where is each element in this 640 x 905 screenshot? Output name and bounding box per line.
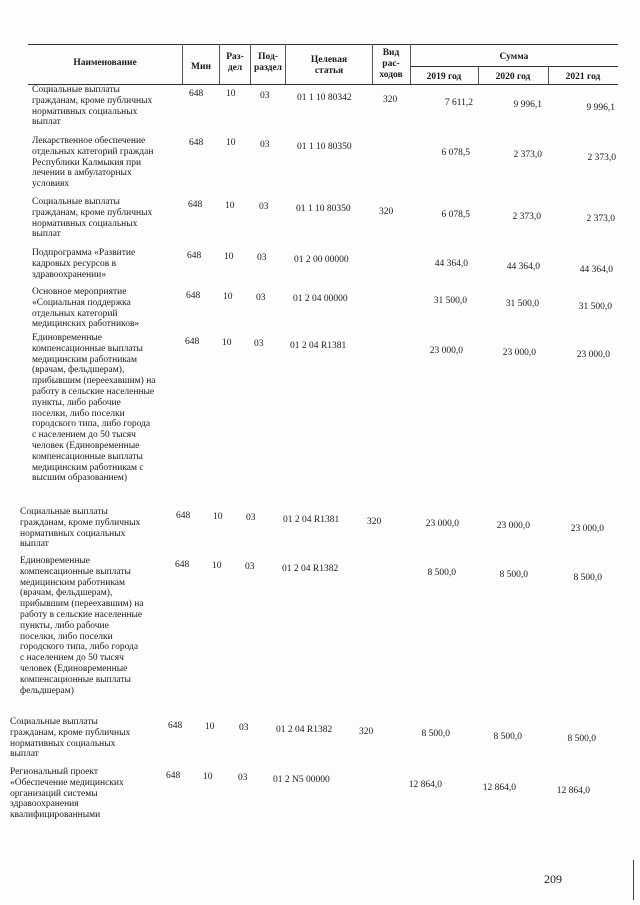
row-vid: 320	[367, 517, 382, 527]
row-razdel: 10	[212, 561, 222, 571]
header-podrazdel: Под- раздел	[253, 52, 283, 73]
row-2020: 2 373,0	[512, 212, 541, 222]
row-vid: 320	[383, 95, 398, 105]
row-vid: 320	[359, 727, 374, 737]
row-name: Основное мероприятие «Социальная поддержка отдельных категорий медицинских работников»	[32, 287, 140, 330]
header-target: Целевая статья	[310, 55, 348, 76]
row-razdel: 10	[223, 292, 233, 302]
row-razdel: 10	[222, 338, 232, 348]
header-2019: 2019 год	[426, 72, 462, 82]
header-sum: Сумма	[499, 52, 529, 62]
row-min: 648	[185, 337, 200, 347]
row-razdel: 10	[203, 772, 213, 782]
row-podrazdel: 03	[256, 293, 266, 303]
row-podrazdel: 03	[246, 513, 256, 523]
row-podrazdel: 03	[254, 339, 264, 349]
row-2019: 6 078,5	[441, 210, 470, 220]
header-2020: 2020 год	[495, 72, 531, 82]
row-2021: 8 500,0	[573, 573, 602, 583]
row-razdel: 10	[226, 89, 236, 99]
row-podrazdel: 03	[260, 91, 270, 101]
row-2021: 12 864,0	[556, 786, 590, 796]
row-2019: 7 611,2	[444, 98, 473, 108]
sum-subheader-rule	[410, 66, 618, 67]
row-podrazdel: 03	[259, 202, 269, 212]
row-min: 648	[175, 560, 190, 570]
row-min: 648	[188, 200, 203, 210]
row-2019: 23 000,0	[429, 346, 463, 356]
row-2020: 12 864,0	[482, 783, 516, 793]
row-min: 648	[187, 251, 202, 261]
row-2019: 8 500,0	[427, 568, 456, 578]
row-name: Региональный проект «Обеспечение медицинских организаций системы здравоохранения квалифицированными	[10, 767, 124, 821]
row-2021: 8 500,0	[567, 734, 596, 744]
row-2019: 23 000,0	[425, 519, 459, 529]
row-name: Социальные выплаты гражданам, кроме публичных нормативных социальных выплат	[32, 85, 153, 128]
row-target: 01 2 04 00000	[293, 294, 348, 304]
row-name: Единовременные компенсационные выплаты медицинским работникам (врачам, фельдшерам), прибывшим (переехавшим) на работу в сельские населенные пункты, либо рабочие поселки, либо поселки городского типа, либо города с населением до 50 тысяч человек (Единовременные компенсационные выплаты фельдшерам)	[20, 556, 144, 696]
row-2019: 12 864,0	[408, 780, 442, 790]
row-2021: 2 373,0	[587, 153, 616, 163]
row-target: 01 2 04 R1382	[282, 564, 339, 574]
row-2020: 8 500,0	[499, 570, 528, 580]
row-target: 01 2 04 R1381	[290, 341, 347, 351]
row-2020: 44 364,0	[506, 262, 540, 272]
row-razdel: 10	[205, 722, 215, 732]
row-target: 01 1 10 80350	[297, 142, 352, 152]
row-2021: 31 500,0	[578, 302, 612, 312]
row-target: 01 1 10 80350	[296, 204, 351, 214]
row-2020: 8 500,0	[493, 732, 522, 742]
scan-edge-mark	[633, 860, 634, 900]
row-min: 648	[189, 138, 204, 148]
row-2021: 23 000,0	[576, 350, 610, 360]
row-target: 01 1 10 80342	[297, 93, 352, 103]
header-name: Наименование	[73, 58, 137, 68]
row-vid: 320	[379, 207, 394, 217]
row-2020: 23 000,0	[502, 348, 536, 358]
row-2020: 31 500,0	[505, 299, 539, 309]
row-2019: 31 500,0	[433, 296, 467, 306]
row-2020: 23 000,0	[496, 521, 530, 531]
row-podrazdel: 03	[260, 140, 270, 150]
row-razdel: 10	[225, 201, 235, 211]
row-min: 648	[176, 511, 191, 521]
row-min: 648	[166, 771, 181, 781]
row-2020: 9 996,1	[513, 100, 542, 110]
header-razdel: Раз- дел	[226, 52, 244, 73]
row-2019: 6 078,5	[441, 148, 470, 158]
row-2020: 2 373,0	[513, 150, 542, 160]
col-sep	[182, 44, 183, 84]
row-min: 648	[168, 721, 183, 731]
header-top-rule	[28, 44, 618, 45]
row-target: 01 2 04 R1381	[283, 515, 340, 525]
row-min: 648	[186, 291, 201, 301]
row-2019: 8 500,0	[421, 729, 450, 739]
page-number: 209	[544, 872, 562, 886]
header-2021: 2021 год	[565, 72, 601, 82]
row-2021: 9 996,1	[586, 103, 615, 113]
row-target: 01 2 04 R1382	[276, 725, 333, 735]
row-target: 01 2 00 00000	[294, 255, 349, 265]
row-podrazdel: 03	[257, 253, 267, 263]
row-name: Лекарственное обеспечение отдельных категорий граждан Республики Калмыкия при лечении в амбулаторных условиях	[32, 136, 154, 190]
row-2021: 44 364,0	[579, 265, 613, 275]
row-razdel: 10	[224, 252, 234, 262]
row-podrazdel: 03	[239, 723, 249, 733]
header-min: Мин	[191, 62, 211, 72]
row-podrazdel: 03	[245, 562, 255, 572]
header-vid: Вид рас- ходов	[379, 48, 403, 80]
row-name: Единовременные компенсационные выплаты медицинским работникам (врачам, фельдшерам), прибывшим (переехавшим) на работу в сельские населенные пункты, либо рабочие поселки, либо поселки городского типа, либо города с населением до 50 тысяч человек (Единовременные компенсационные выплаты медицинским работникам с высшим образованием)	[32, 333, 156, 484]
row-razdel: 10	[213, 512, 223, 522]
row-name: Социальные выплаты гражданам, кроме публичных нормативных социальных выплат	[20, 507, 141, 550]
row-razdel: 10	[226, 138, 236, 148]
row-name: Социальные выплаты гражданам, кроме публичных нормативных социальных выплат	[10, 717, 131, 760]
row-name: Подпрограмма «Развитие кадровых ресурсов в здравоохранении»	[32, 248, 136, 280]
row-target: 01 2 N5 00000	[273, 775, 330, 785]
row-podrazdel: 03	[238, 773, 248, 783]
row-2019: 44 364,0	[434, 259, 468, 269]
row-2021: 2 373,0	[586, 214, 615, 224]
row-name: Социальные выплаты гражданам, кроме публичных нормативных социальных выплат	[32, 197, 153, 240]
row-min: 648	[189, 89, 204, 99]
row-2021: 23 000,0	[570, 524, 604, 534]
